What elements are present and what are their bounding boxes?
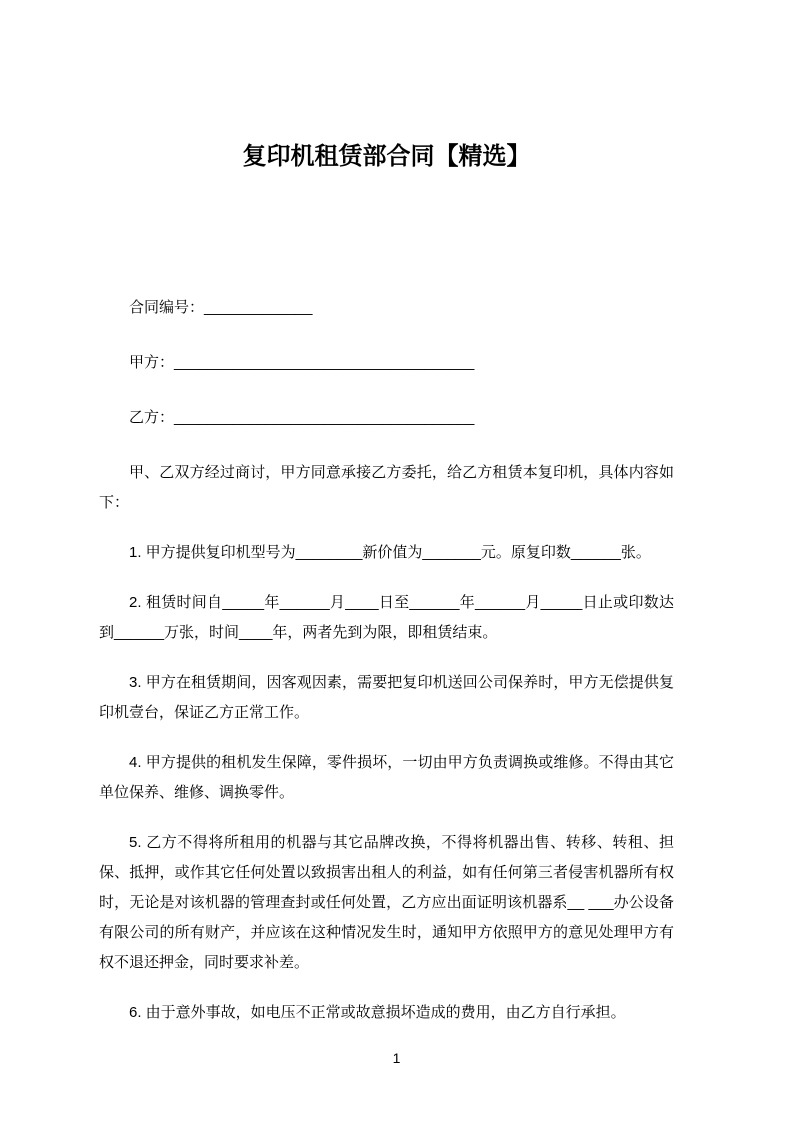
party-b-line: [99, 403, 674, 433]
clause-6: 6. 由于意外事故，如电压不正常或故意损坏造成的费用，由乙方自行承担。: [129, 1004, 626, 1021]
intro-paragraph: 甲、乙双方经过商讨，甲方同意承接乙方委托，给乙方租赁本复印机，具体内容如下：: [99, 464, 674, 511]
contract-number-label: 合同编号：: [129, 299, 205, 316]
party-a-line: [99, 348, 674, 378]
contract-number-line: [99, 293, 674, 323]
party-a-label: 甲方：: [129, 354, 175, 371]
party-b-blank: ____________________________________: [174, 409, 475, 426]
clause-4: 4. 甲方提供的租机发生保障，零件损坏，一切由甲方负责调换或维修。不得由其它单位保养、维修、调换零件。: [99, 754, 674, 801]
header-fields: [99, 293, 674, 433]
contract-number-blank: _____________: [204, 299, 313, 316]
clause-1: 1. 甲方提供复印机型号为________新价值为_______元。原复印数______张。: [129, 544, 651, 561]
document-title: 复印机租赁部合同【精选】: [242, 143, 531, 170]
clause-3: 3. 甲方在租赁期间，因客观因素，需要把复印机送回公司保养时，甲方无偿提供复印机壹台，保证乙方正常工作。: [99, 674, 674, 721]
document-content: [99, 0, 674, 1048]
party-a-blank: ____________________________________: [174, 354, 475, 371]
party-b-label: 乙方：: [129, 409, 175, 426]
clause-5: 5. 乙方不得将所租用的机器与其它品牌改换，不得将机器出售、转移、转租、担保、抵押，或作其它任何处置以致损害出租人的利益，如有任何第三者侵害机器所有权时，无论是对该机器的管理查封或任何处置，乙方应出面证明该机器系__ ___办公设备有限公司的所有财产，并应该在这种情况发生时，通知甲方依照甲方的意见处理甲方有权不退还押金，同时要求补差。: [99, 834, 674, 971]
page-number: 1: [392, 1050, 401, 1066]
clause-2: 2. 租赁时间自_____年______月____日至______年______月_____日止或印数达到______万张，时间____年，两者先到为限，即租赁结束。: [99, 594, 674, 641]
